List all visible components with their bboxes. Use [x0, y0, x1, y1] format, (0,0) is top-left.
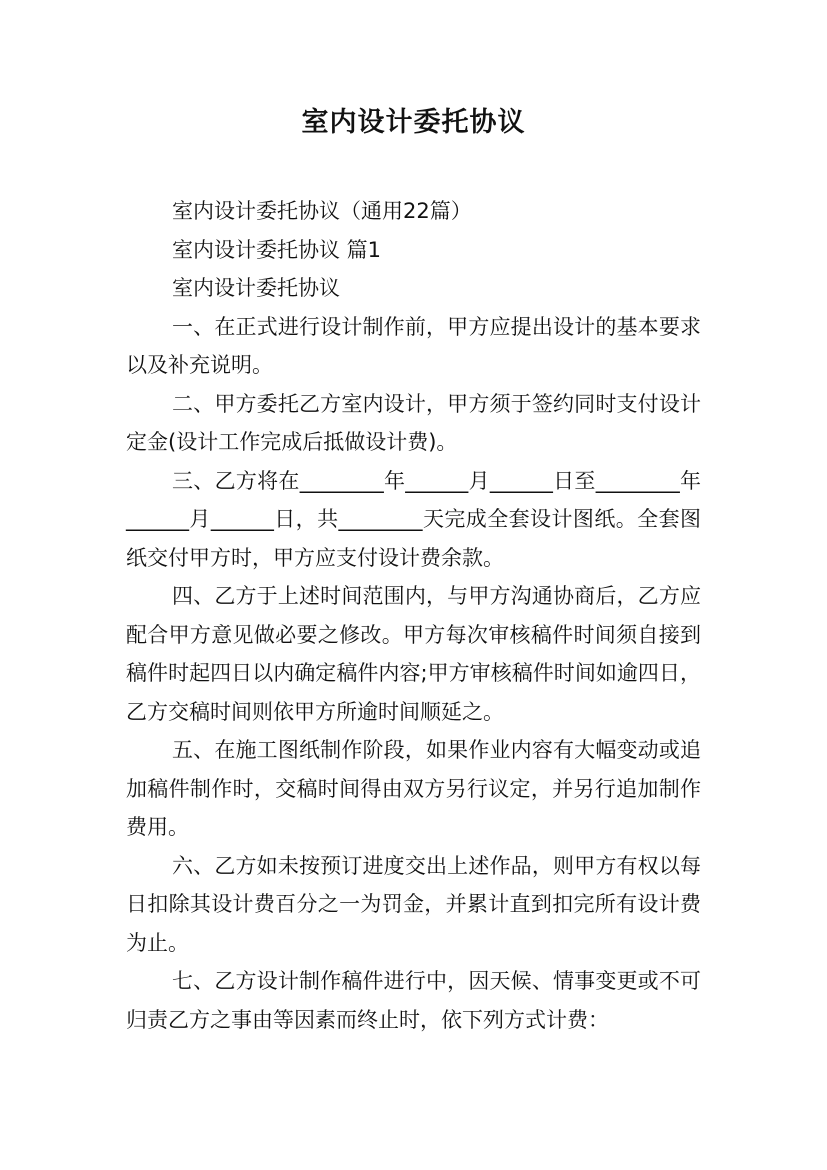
clause-6: 六、乙方如未按预订进度交出上述作品，则甲方有权以每日扣除其设计费百分之一为罚金，并累计直到扣完所有设计费为止。: [126, 853, 701, 955]
agreement-heading: 室内设计委托协议: [172, 276, 340, 300]
clause-5: 五、在施工图纸制作阶段，如果作业内容有大幅变动或追加稿件制作时，交稿时间得由双方另行议定，并另行追加制作费用。: [126, 738, 701, 839]
clause-4: 四、乙方于上述时间范围内，与甲方沟通协商后，乙方应配合甲方意见做必要之修改。甲方每次审核稿件时间须自接到稿件时起四日以内确定稿件内容;甲方审核稿件时间如逾四日，乙方交稿时间则依甲方所逾时间顺延之。: [126, 584, 701, 724]
section-heading: 室内设计委托协议 篇1: [172, 237, 382, 262]
document-body: [126, 192, 701, 1039]
clause-2: 二、甲方委托乙方室内设计，甲方须于签约同时支付设计定金(设计工作完成后抵做设计费)。: [126, 391, 701, 454]
clause-7: 七、乙方设计制作稿件进行中，因天候、情事变更或不可归责乙方之事由等因素而终止时，依下列方式计费：: [126, 969, 701, 1032]
document-title: 室内设计委托协议: [301, 107, 526, 138]
subtitle-paragraph: 室内设计委托协议（通用22篇）: [172, 199, 472, 223]
clause-1: 一、在正式进行设计制作前，甲方应提出设计的基本要求以及补充说明。: [126, 314, 701, 377]
clause-3: 三、乙方将在________年______月______日至________年______月______日，共________天完成全套设计图纸。全套图纸交付甲方时，甲方应支付设计费余款。: [126, 468, 701, 570]
